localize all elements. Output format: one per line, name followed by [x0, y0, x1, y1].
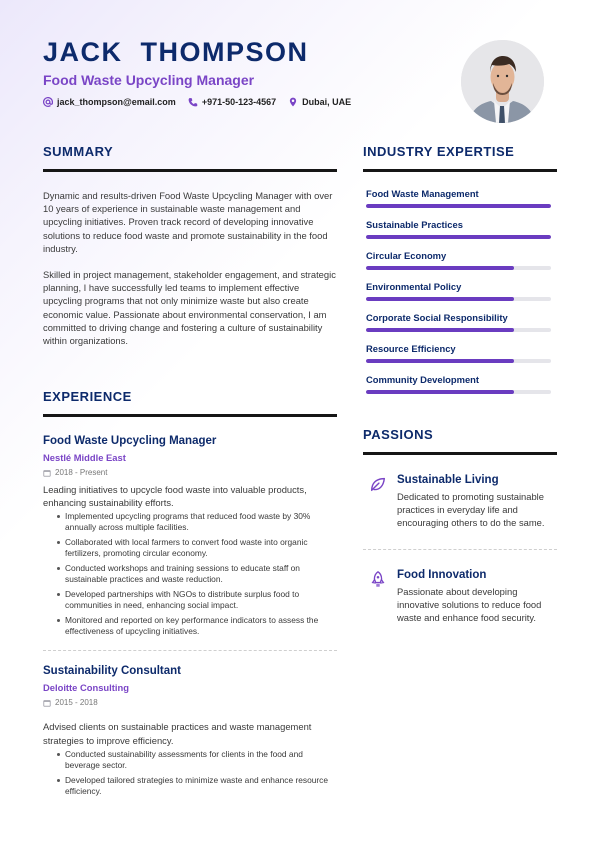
skill-bar-fill: [366, 297, 514, 301]
skill-item: [363, 281, 557, 301]
contact-row: [43, 97, 463, 107]
skill-bar-track: [366, 390, 551, 394]
job-bullets: [43, 511, 337, 637]
passion-item: [363, 569, 557, 625]
skill-item: [363, 219, 557, 239]
job-bullet: Developed tailored strategies to minimize waste and enhance resource efficiency.: [57, 775, 337, 797]
leaf-icon: [369, 475, 387, 493]
job-title: Food Waste Upcycling Manager: [43, 72, 255, 88]
job-entry: [43, 435, 337, 637]
job-dates: [43, 468, 337, 477]
skill-bar-track: [366, 297, 551, 301]
location-text: Dubai, UAE: [302, 97, 352, 107]
expertise-section: [363, 144, 557, 405]
job-bullet: Collaborated with local farmers to convert food waste into organic fertilizers, promoting circular economy.: [57, 537, 337, 559]
job-dates: [43, 698, 337, 707]
job-separator: [43, 650, 337, 651]
job-dates-text: 2015 - 2018: [55, 698, 98, 708]
phone-icon: [188, 97, 198, 107]
passion-description: Passionate about developing innovative solutions to reduce food waste and enhance food security.: [397, 585, 542, 624]
skill-bar-track: [366, 266, 551, 270]
job-role: Food Waste Upcycling Manager: [43, 435, 217, 447]
summary-section: [43, 144, 337, 347]
passion-title: Sustainable Living: [397, 474, 499, 486]
job-description: Leading initiatives to upcycle food waste into valuable products, enhancing sustainability efforts.: [43, 484, 307, 509]
contact-email[interactable]: [43, 97, 176, 107]
skill-label: Corporate Social Responsibility: [366, 312, 508, 323]
experience-heading: EXPERIENCE: [43, 389, 132, 404]
calendar-icon: [43, 699, 51, 707]
skill-list: [363, 188, 557, 394]
job-role: Sustainability Consultant: [43, 665, 182, 678]
calendar-icon: [43, 469, 51, 477]
skill-label: Community Development: [366, 374, 480, 385]
skill-item: [363, 250, 557, 270]
skill-bar-track: [366, 328, 551, 332]
experience-section: [43, 389, 337, 801]
skill-bar-fill: [366, 266, 514, 270]
job-entry: [43, 665, 337, 796]
contact-phone[interactable]: [188, 97, 276, 107]
job-bullet: Implemented upcycling programs that reduced food waste by 30% annually across multiple facilities.: [57, 511, 337, 533]
summary-divider: [43, 169, 337, 172]
job-bullets: [43, 749, 337, 797]
job-company: Deloitte Consulting: [43, 682, 129, 694]
summary-paragraph-1: Dynamic and results-driven Food Waste Upcycling Manager with over 10 years of experience in sustainable waste management and upcycling initiatives. Proven track record of developing innovative solutions to reduce food waste and promote sustainability in the food industry.: [43, 190, 333, 254]
job-bullet: Monitored and reported on key performance indicators to assess the effectiveness of upcycling initiatives.: [57, 615, 337, 637]
skill-bar-track: [366, 235, 551, 239]
skill-bar-fill: [366, 235, 551, 239]
job-bullet: Developed partnerships with NGOs to distribute surplus food to communities in need, enhancing social impact.: [57, 589, 337, 611]
passion-item: [363, 474, 557, 530]
passions-divider: [363, 452, 557, 455]
profile-photo: [461, 40, 544, 123]
skill-item: [363, 343, 557, 363]
experience-divider: [43, 414, 337, 417]
skill-label: Environmental Policy: [366, 281, 462, 292]
passion-separator: [363, 549, 557, 550]
expertise-heading: INDUSTRY EXPERTISE: [363, 144, 515, 159]
rocket-icon: [369, 570, 387, 588]
job-company: Nestlé Middle East: [43, 452, 126, 463]
skill-item: [363, 374, 557, 394]
skill-bar-track: [366, 359, 551, 363]
passions-heading: PASSIONS: [363, 427, 434, 442]
passion-description: Dedicated to promoting sustainable practices in everyday life and encouraging others to do the same.: [397, 491, 545, 529]
skill-bar-fill: [366, 204, 551, 208]
summary-heading: SUMMARY: [43, 144, 114, 159]
at-icon: [43, 97, 53, 107]
phone-text: +971-50-123-4567: [201, 97, 277, 107]
passions-section: [363, 427, 557, 624]
contact-location: [288, 97, 351, 107]
job-dates-text: 2018 - Present: [55, 468, 108, 477]
job-description: Advised clients on sustainable practices and waste management strategies to improve efficiency.: [43, 721, 312, 746]
header: [43, 36, 463, 107]
email-text: jack_thompson@email.com: [57, 97, 176, 107]
skill-label: Food Waste Management: [366, 188, 479, 199]
skill-item: [363, 188, 557, 208]
skill-bar-track: [366, 204, 551, 208]
skill-label: Sustainable Practices: [366, 219, 463, 230]
skill-label: Resource Efficiency: [366, 343, 456, 354]
skill-bar-fill: [366, 328, 514, 332]
job-bullet: Conducted sustainability assessments for clients in the food and beverage sector.: [57, 749, 337, 771]
skill-bar-fill: [366, 359, 514, 363]
skill-item: [363, 312, 557, 332]
skill-label: Circular Economy: [366, 250, 447, 261]
expertise-divider: [363, 169, 557, 172]
summary-paragraph-2: Skilled in project management, stakeholder engagement, and strategic planning, I have successfully led teams to implement effective upcycling programs that not only minimize waste but also create economic value. Passionate about environmental conservation, I am committed to driving change and fostering a culture of sustainability within organizations.: [43, 269, 336, 347]
passion-title: Food Innovation: [397, 568, 487, 581]
skill-bar-fill: [366, 390, 514, 394]
portrait-image: [461, 40, 544, 123]
location-pin-icon: [288, 97, 298, 107]
job-bullet: Conducted workshops and training sessions to educate staff on sustainable practices and waste reduction.: [57, 563, 337, 585]
candidate-name: JACK THOMPSON: [43, 37, 309, 67]
